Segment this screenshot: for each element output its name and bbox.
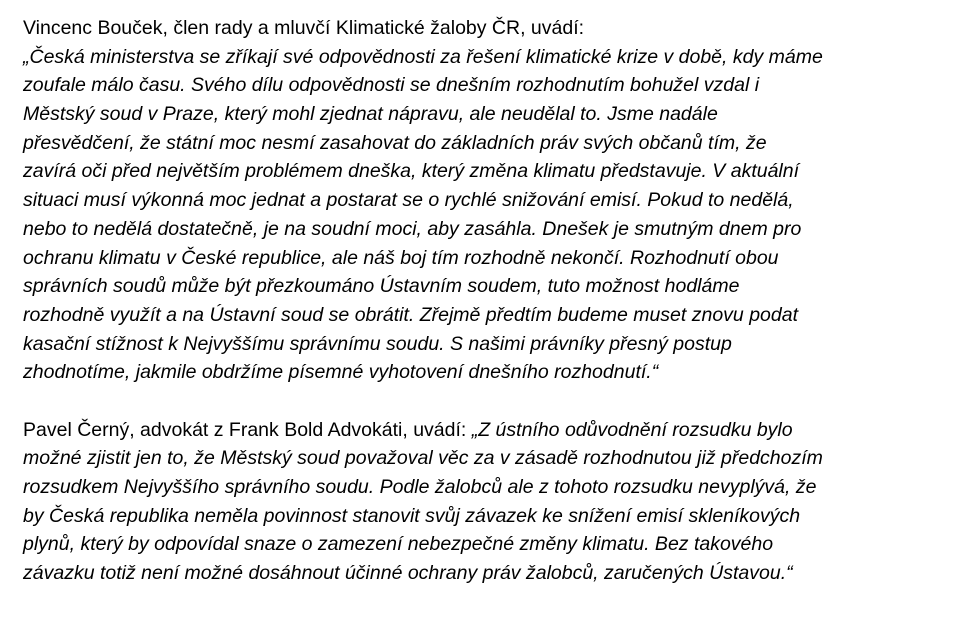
statement2-quote-line-6: závazku totiž není možné dosáhnout účinné ochrany práv žalobců, zaručených Ústavou.“ [23,562,793,585]
paragraph-spacer [23,387,943,416]
statement2-quote-line-4: by Česká republika neměla povinnost stanovit svůj závazek ke snížení emisí skleníkových [23,504,801,527]
statement1-quote-line-8: ochranu klimatu v České republice, ale náš boj tím rozhodně nekončí. Rozhodnutí obou [23,246,779,269]
statement1-quote-line-4: přesvědčení, že státní moc nesmí zasahovat do základních práv svých občanů tím, že [23,131,767,154]
statement1-quote-line-3: Městský soud v Praze, který mohl zjednat nápravu, ale neudělal to. Jsme nadále [23,103,718,126]
statement2-quote-line-5: plynů, který by odpovídal snaze o zamezení nebezpečné změny klimatu. Bez takového [23,533,774,556]
statement1-quote-line-9: správních soudů může být přezkoumáno Ústavním soudem, tuto možnost hodláme [23,275,740,298]
statement1-intro: Vincenc Bouček, člen rady a mluvčí Klimatické žaloby ČR, uvádí: [23,17,585,39]
statement1-quote-line-12: zhodnotíme, jakmile obdržíme písemné vyhotovení dnešního rozhodnutí.“ [23,361,659,384]
statement1-quote-line-11: kasační stížnost k Nejvyššímu správnímu soudu. S našimi právníky přesný postup [23,332,732,355]
statement1-quote-line-10: rozhodně využít a na Ústavní soud se obrátit. Zřejmě předtím budeme muset znovu podat [23,303,798,326]
statement1-quote-line-1: „Česká ministerstva se zříkají své odpovědnosti za řešení klimatické krize v době, kdy máme [23,45,823,68]
document-body [23,14,943,588]
statement1-quote-line-2: zoufale málo času. Svého dílu odpovědnosti se dnešním rozhodnutím bohužel vzdal i [23,74,760,97]
statement1-quote-line-7: nebo to nedělá dostatečně, je na soudní moci, aby zasáhla. Dnešek je smutným dnem pro [23,217,802,240]
statement1-quote-line-5: zavírá oči před největším problémem dneška, který změna klimatu představuje. V aktuální [23,160,800,183]
statement2-intro: Pavel Černý, advokát z Frank Bold Advokáti, uvádí: [23,418,472,441]
statement2-quote-first: „Z ústního odůvodnění rozsudku bylo [471,418,793,441]
statement2-first-line [23,416,943,445]
statement2-quote-line-2: možné zjistit jen to, že Městský soud považoval věc za v zásadě rozhodnutou již předchozím [23,447,823,470]
statement1-quote-line-6: situaci musí výkonná moc jednat a postarat se o rychlé snižování emisí. Pokud to nedělá, [23,189,794,212]
statement2-quote-line-3: rozsudkem Nejvyššího správního soudu. Podle žalobců ale z tohoto rozsudku nevyplývá, že [23,476,817,498]
